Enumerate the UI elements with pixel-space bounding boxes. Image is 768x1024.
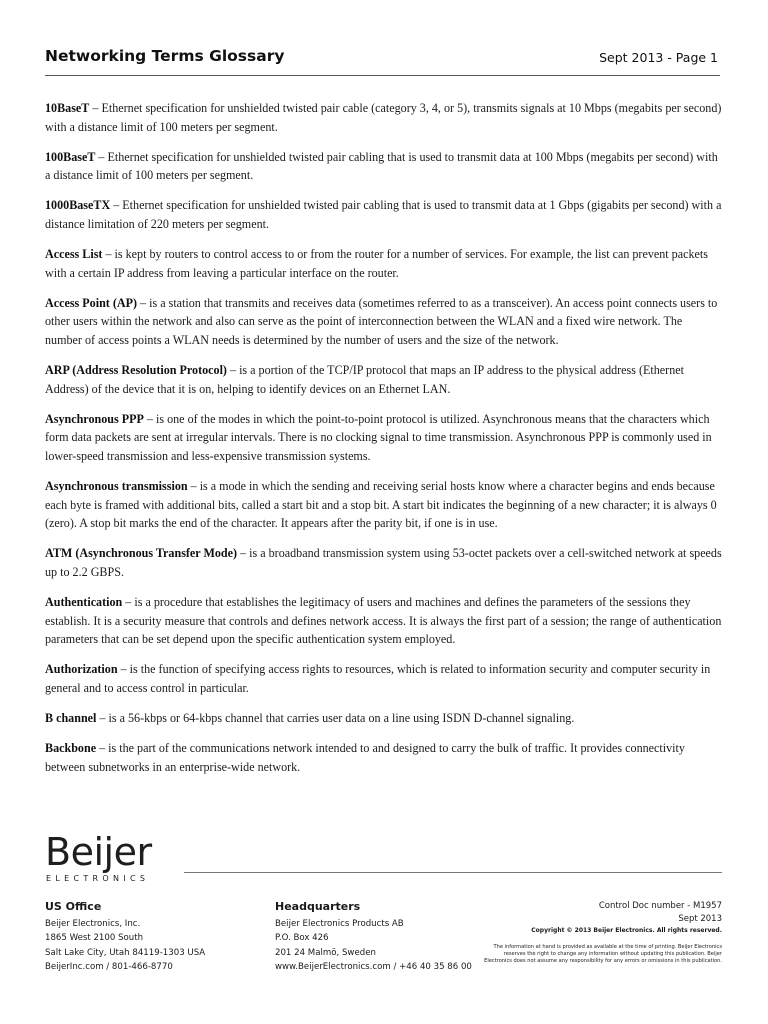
glossary-term: ARP (Address Resolution Protocol) (45, 363, 227, 378)
us-office-street: 1865 West 2100 South (45, 933, 144, 944)
glossary-term: ATM (Asynchronous Transfer Mode) (45, 546, 238, 561)
glossary-entry (45, 709, 722, 728)
glossary-term: B channel (45, 710, 97, 725)
glossary-entry (45, 593, 722, 649)
us-office-contact: BeijerInc.com / 801-466-8770 (45, 962, 173, 973)
glossary-term: Access Point (AP) (45, 295, 138, 310)
headquarters-pobox: P.O. Box 426 (275, 933, 329, 944)
doc-date: Sept 2013 (678, 914, 722, 924)
logo-wordmark: Beijer (45, 830, 152, 874)
glossary-term: 1000BaseTX (45, 198, 111, 213)
us-office-label: US Office (45, 900, 102, 913)
us-office-company: Beijer Electronics, Inc. (45, 919, 141, 929)
headquarters-company: Beijer Electronics Products AB (275, 919, 404, 929)
glossary-entry (45, 196, 722, 233)
glossary-entry (45, 544, 722, 581)
glossary-definition: – is kept by routers to control access to or from the router for a number of services. For example, the list can prevent packets with a certain IP address from leaving a particular interface on the router. (45, 247, 708, 280)
glossary-term: Asynchronous PPP (45, 411, 144, 426)
glossary-entry (45, 410, 722, 466)
glossary-definition: – is the function of specifying access rights to resources, which is related to information security and computer security in general and to access control in particular. (45, 662, 711, 695)
glossary-definition: – is a procedure that establishes the legitimacy of users and machines and defines the parameters of the sessions they establish. It is a security measure that controls and defines network access. It is always the first part of a session; the range of authentication parameters that can be set depend upon the specific authentication system employed. (45, 594, 722, 647)
headquarters-label: Headquarters (275, 900, 361, 913)
disclaimer-text: The information at hand is provided as available at the time of printing. Beijer Electronics reserves the right to change any information without updating this publication. Beijer Electronics does not assume any responsibility for any errors or omissions in this publication. (484, 944, 722, 964)
us-office-city: Salt Lake City, Utah 84119-1303 USA (45, 947, 206, 958)
footer-divider (184, 872, 722, 873)
glossary-definition: – is one of the modes in which the point-to-point protocol is utilized. Asynchronous means that the characters which form data packets are sent at irregular intervals. There is no clocking signal to time transmission. Asynchronous PPP is commonly used in lower-speed transmission and less-expensive transmission systems. (45, 411, 712, 463)
logo-subtitle: ELECTRONICS (46, 874, 150, 883)
copyright-notice: Copyright © 2013 Beijer Electronics. All rights reserved. (531, 927, 722, 934)
glossary-term: Asynchronous transmission (45, 479, 188, 493)
glossary-definition: – Ethernet specification for unshielded twisted pair cable (category 3, 4, or 5), transmits signals at 10 Mbps (megabits per second) with a distance limit of 100 meters per segment. (45, 101, 722, 134)
glossary-term: Authorization (45, 662, 118, 677)
us-office-block (45, 899, 205, 975)
glossary-term: 100BaseT (45, 149, 96, 164)
page-label: Sept 2013 - Page 1 (599, 50, 718, 65)
glossary-entry (45, 245, 722, 282)
glossary-entry (45, 294, 722, 350)
document-title: Networking Terms Glossary (45, 47, 285, 65)
glossary-definition: – Ethernet specification for unshielded twisted pair cabling that is used to transmit data at 100 Mbps (megabits per second) with a distance limit of 100 meters per segment. (45, 149, 718, 183)
glossary-term: Access List (45, 247, 103, 262)
headquarters-block (275, 899, 472, 975)
glossary-entry (45, 99, 722, 136)
glossary-entry (45, 739, 722, 776)
page-header (45, 44, 720, 76)
headquarters-contact: www.BeijerElectronics.com / +46 40 35 86 00 (275, 962, 472, 973)
company-logo (45, 832, 152, 883)
glossary-entry (45, 477, 722, 533)
glossary-definition: – Ethernet specification for unshielded twisted pair cabling that is used to transmit data at 1 Gbps (gigabits per second) with a distance limitation of 220 meters per segment. (45, 198, 722, 231)
document-info (482, 900, 722, 965)
headquarters-city: 201 24 Malmö, Sweden (275, 947, 376, 958)
glossary-definition: – is a station that transmits and receives data (sometimes referred to as a transceiver). An access point connects users to other users within the network and also can serve as the point of interconnection between the WLAN and a fixed wire network. The number of access points a WLAN needs is determined by the number of users and the size of the network. (45, 295, 718, 347)
glossary-entry (45, 361, 722, 398)
glossary-entry (45, 660, 722, 697)
glossary-definition: – is a mode in which the sending and receiving serial hosts know where a character begins and ends because each byte is framed with additional bits, called a start bit and a stop bit. A start bit indicates the beginning of a new character; it is always 0 (zero). A stop bit marks the end of the character. It appears after the parity bit, if one is in use. (45, 479, 717, 531)
glossary-list (45, 99, 722, 788)
glossary-term: 10BaseT (45, 101, 90, 115)
glossary-definition: – is a portion of the TCP/IP protocol that maps an IP address to the physical address (Ethernet Address) of the device that it is on, helping to identify devices on an Ethernet LAN. (45, 363, 684, 396)
glossary-definition: – is a broadband transmission system using 53-octet packets over a cell-switched network at speeds up to 2.2 GBPS. (45, 546, 722, 579)
glossary-term: Backbone (45, 741, 97, 756)
glossary-definition: – is the part of the communications network intended to and designed to carry the bulk of traffic. It provides connectivity between subnetworks in an enterprise-wide network. (45, 741, 685, 774)
control-doc-number: Control Doc number - M1957 (598, 901, 722, 911)
glossary-definition: – is a 56-kbps or 64-kbps channel that carries user data on a line using ISDN D-channel signaling. (96, 710, 575, 725)
glossary-term: Authentication (45, 594, 123, 609)
glossary-entry (45, 148, 722, 185)
